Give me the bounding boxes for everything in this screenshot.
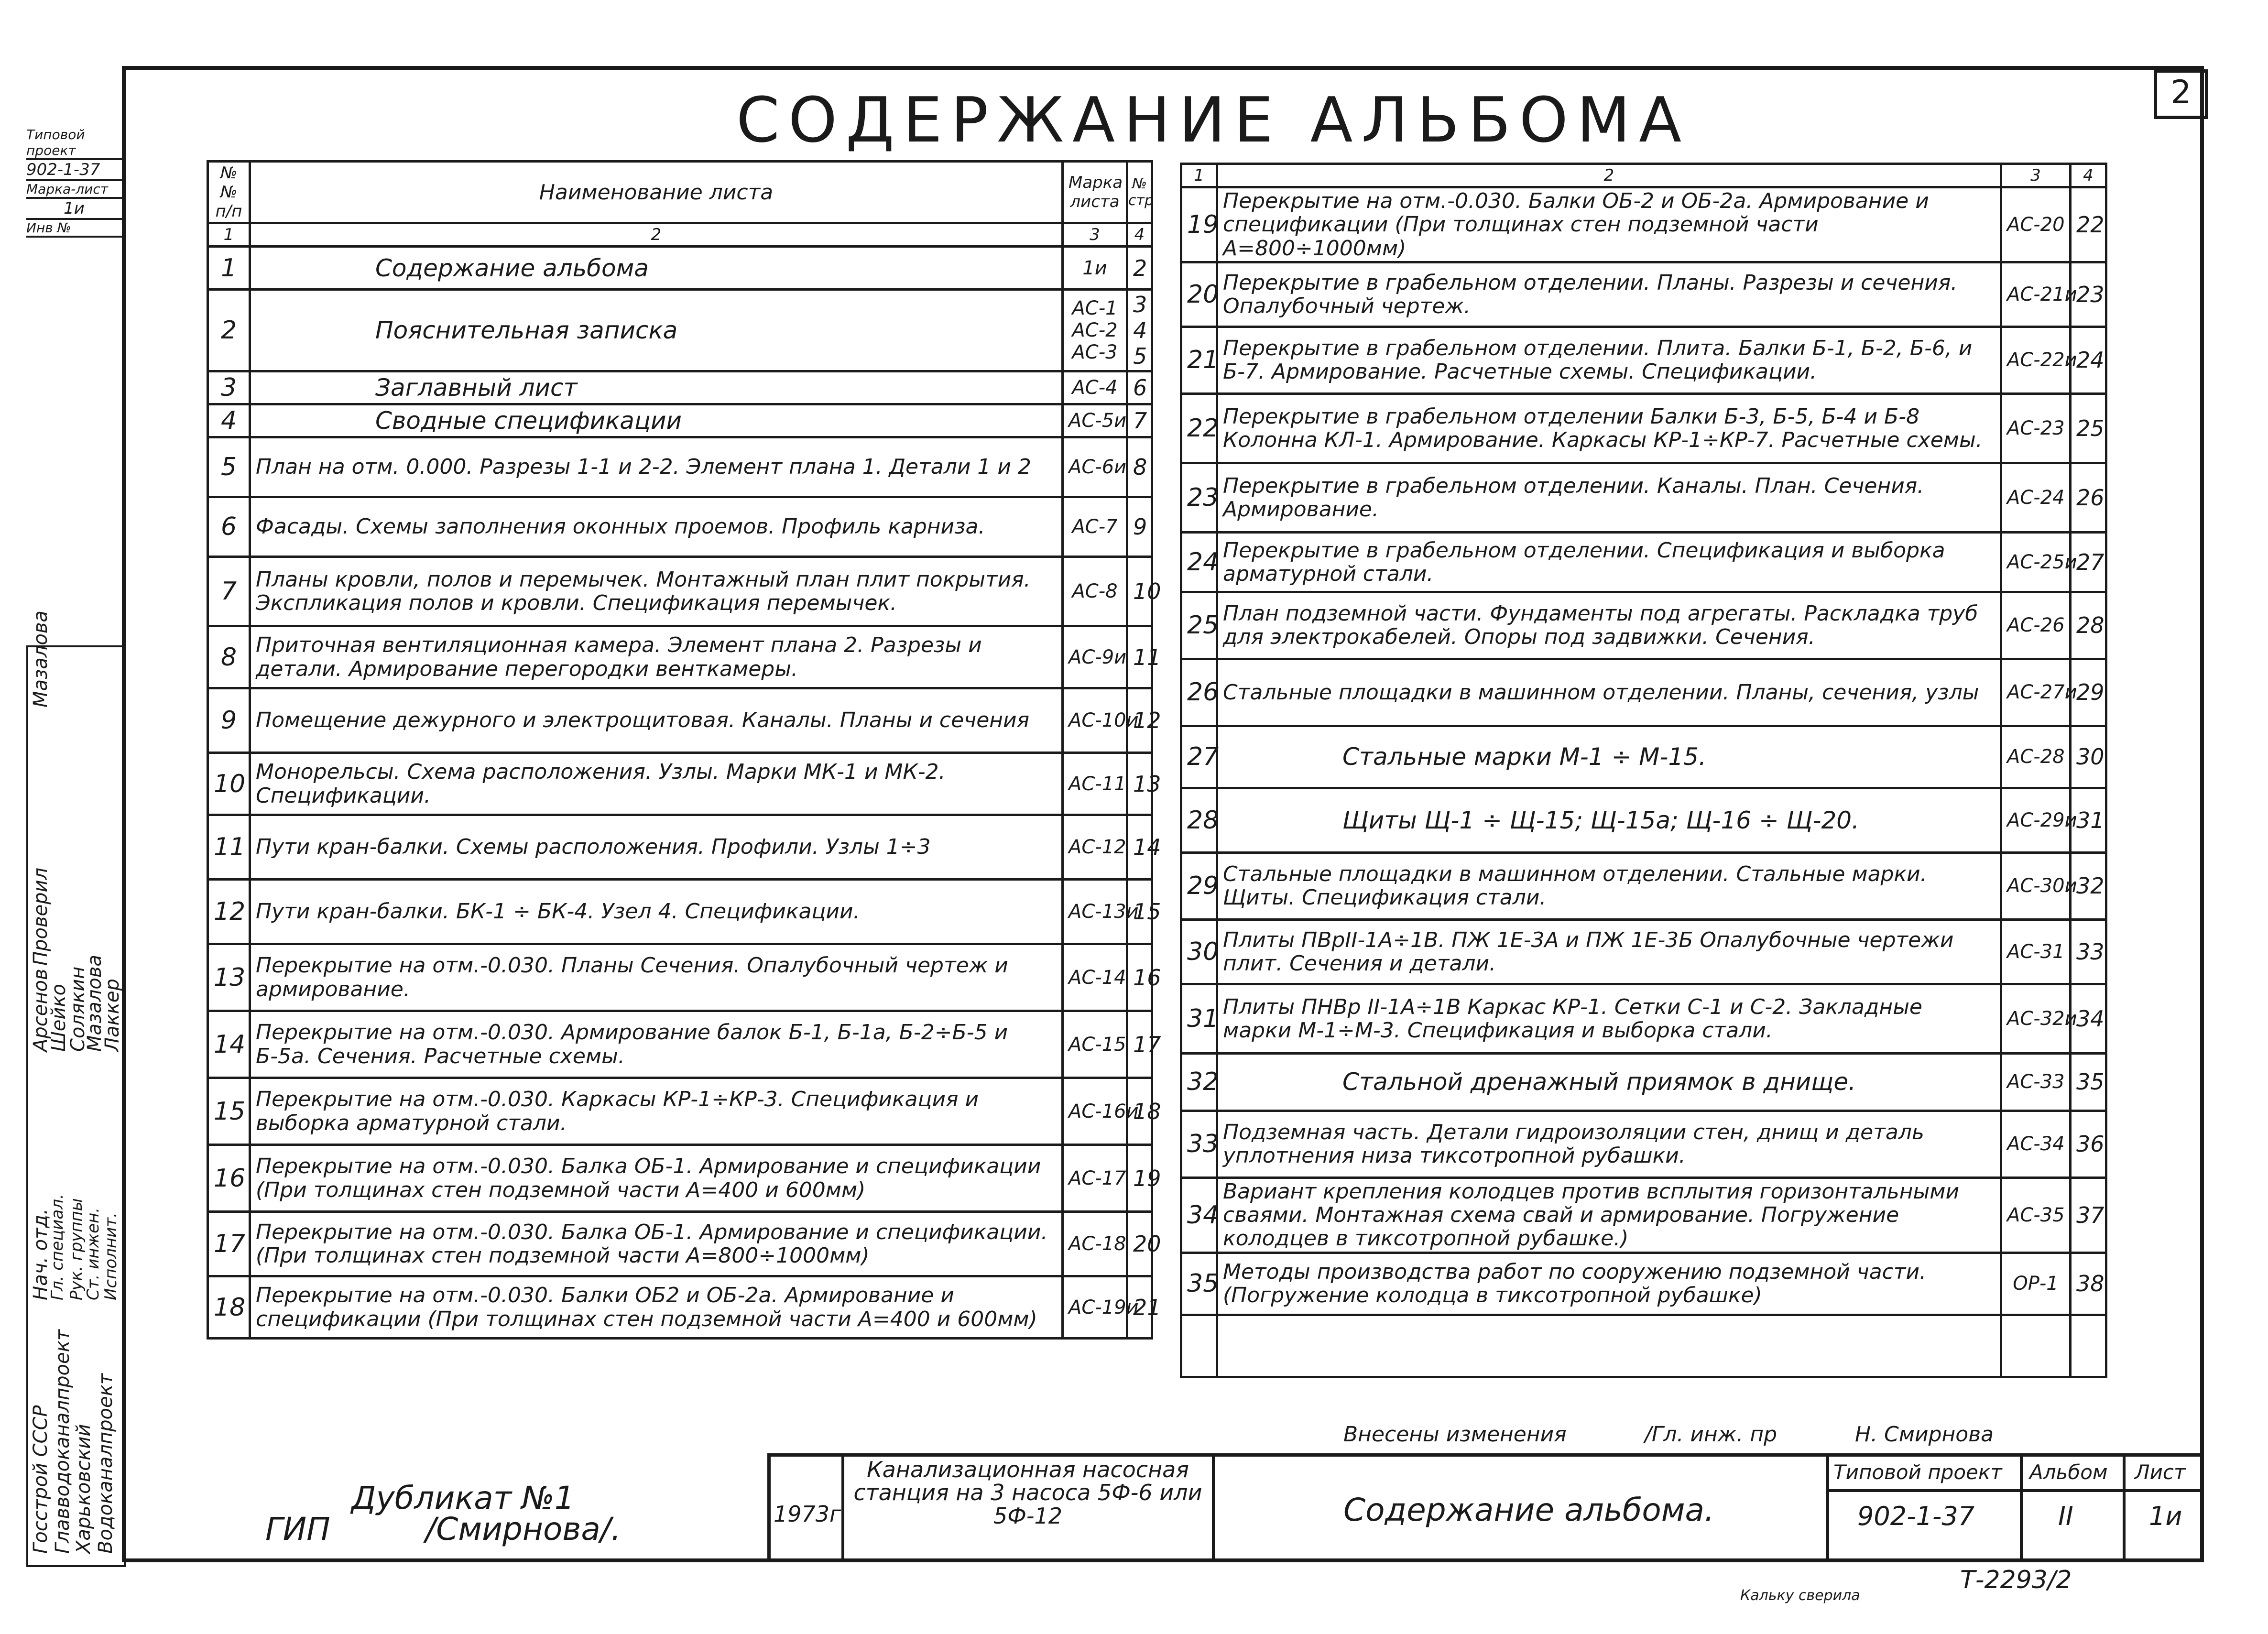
toc-row: [1181, 532, 2106, 592]
row-number: 13: [208, 944, 250, 1011]
org-line: Харьковский: [73, 1424, 95, 1554]
row-title: Перекрытие на отм.-0.030. Армирование балок Б-1, Б-1а, Б-2÷Б-5 и Б-5а. Сечения. Расчетные схемы.: [250, 1011, 1063, 1078]
toc-row: [1181, 592, 2106, 659]
row-mark: АС-10и: [1063, 688, 1127, 753]
toc-row: [1181, 262, 2106, 327]
row-mark: АС-5и: [1063, 404, 1127, 437]
row-page: 17: [1127, 1011, 1152, 1078]
row-title: Фасады. Схемы заполнения оконных проемов. Профиль карниза.: [250, 497, 1063, 557]
row-page: 32: [2071, 852, 2106, 919]
divider: [2020, 1453, 2023, 1562]
row-page: 2: [1127, 247, 1152, 290]
stamp-line: Инв №: [26, 220, 122, 238]
row-title: Содержание альбома: [250, 247, 1063, 290]
row-page: 35: [2071, 1053, 2106, 1111]
toc-row: [1181, 1053, 2106, 1111]
staff-name: Арсенов: [30, 969, 52, 1052]
row-mark: [2001, 1315, 2071, 1377]
toc-row: [1181, 187, 2106, 262]
row-number: 15: [208, 1078, 250, 1145]
row-page: 13: [1127, 753, 1152, 815]
row-number: 22: [1181, 393, 1217, 463]
role-label: Ст. инжен.: [84, 1207, 103, 1300]
row-title: План на отм. 0.000. Разрезы 1-1 и 2-2. Элемент плана 1. Детали 1 и 2: [250, 437, 1063, 497]
row-page: 25: [2071, 393, 2106, 463]
row-page: 8: [1127, 437, 1152, 497]
toc-row: [1181, 393, 2106, 463]
row-mark: АС-13и: [1063, 880, 1127, 944]
row-page: [2071, 1315, 2106, 1377]
row-page: 16: [1127, 944, 1152, 1011]
gip-name: /Смирнова/.: [425, 1511, 621, 1547]
sheet-corner-number: 2: [2154, 69, 2208, 119]
row-number: 6: [208, 497, 250, 557]
row-mark: АС-35: [2001, 1177, 2071, 1253]
role-label: Гл. специал.: [48, 1194, 67, 1300]
row-mark: АС-22и: [2001, 327, 2071, 393]
row-title: Плиты ПНВр II-1А÷1В Каркас КР-1. Сетки С-1 и С-2. Закладные марки М-1÷М-3. Спецификация и выборка стали.: [1217, 984, 2001, 1053]
changes-name: Н. Смирнова: [1855, 1422, 1994, 1447]
row-page: 34: [2071, 984, 2106, 1053]
row-number: 21: [1181, 327, 1217, 393]
toc-right-table: [1180, 163, 2107, 1378]
checked-label: Проверил: [30, 867, 52, 966]
row-mark: АС-14: [1063, 944, 1127, 1011]
row-number: 2: [208, 290, 250, 371]
row-number: 17: [208, 1212, 250, 1276]
changes-note: Внесены изменения: [1343, 1422, 1567, 1447]
row-page: 11: [1127, 626, 1152, 688]
row-number: 9: [208, 688, 250, 753]
row-page: 3 4 5: [1127, 290, 1152, 371]
row-mark: АС-20: [2001, 187, 2071, 262]
archive-id: Т-2293/2: [1960, 1566, 2072, 1594]
row-title: Подземная часть. Детали гидроизоляции стен, днищ и деталь уплотнения низа тиксотропной рубашки.: [1217, 1111, 2001, 1177]
row-mark: АС-27и: [2001, 659, 2071, 726]
row-mark: АС-32и: [2001, 984, 2071, 1053]
toc-row: [208, 815, 1152, 880]
row-number: 18: [208, 1276, 250, 1339]
row-mark: АС-23: [2001, 393, 2071, 463]
row-title: Приточная вентиляционная камера. Элемент плана 2. Разрезы и детали. Армирование перегородки венткамеры.: [250, 626, 1063, 688]
toc-row: [208, 290, 1152, 371]
org-line: Главводоканалпроект: [52, 1329, 74, 1554]
row-page: 28: [2071, 592, 2106, 659]
row-mark: АС-12: [1063, 815, 1127, 880]
row-page: 37: [2071, 1177, 2106, 1253]
role-label: Нач. отд.: [30, 1209, 52, 1300]
toc-row: [208, 247, 1152, 290]
toc-row: [208, 557, 1152, 626]
row-number: 19: [1181, 187, 1217, 262]
row-number: 1: [208, 247, 250, 290]
col-header-page: № стр: [1127, 162, 1152, 223]
row-page: 12: [1127, 688, 1152, 753]
row-number: 25: [1181, 592, 1217, 659]
row-title: Сводные спецификации: [250, 404, 1063, 437]
sheet-number: 1и: [2149, 1501, 2182, 1531]
row-title: Стальные площадки в машинном отделении. Планы, сечения, узлы: [1217, 659, 2001, 726]
org-line: Госстрой СССР: [30, 1405, 52, 1554]
row-mark: ОР-1: [2001, 1253, 2071, 1315]
row-number: 5: [208, 437, 250, 497]
row-title: Монорельсы. Схема расположения. Узлы. Марки МК-1 и МК-2. Спецификации.: [250, 753, 1063, 815]
stamp-line: 1и: [26, 199, 122, 220]
row-number: 7: [208, 557, 250, 626]
toc-row: [1181, 788, 2106, 852]
stamp-line: 902-1-37: [26, 160, 122, 181]
row-mark: АС-29и: [2001, 788, 2071, 852]
row-title: Перекрытие на отм.-0.030. Балка ОБ-1. Армирование и спецификации (При толщинах стен подземной части А=400 и 600мм): [250, 1145, 1063, 1212]
title-year: 1973г: [774, 1501, 841, 1527]
row-title: Перекрытие в грабельном отделении. Каналы. План. Сечения. Армирование.: [1217, 463, 2001, 532]
title-block-rule: [1826, 1489, 2204, 1492]
project-number: 902-1-37: [1857, 1501, 1975, 1531]
row-number: 34: [1181, 1177, 1217, 1253]
col-header-name: Наименование листа: [250, 162, 1063, 223]
toc-row: [1181, 463, 2106, 532]
toc-row: [1181, 919, 2106, 984]
row-page: 26: [2071, 463, 2106, 532]
row-page: 18: [1127, 1078, 1152, 1145]
album-number: II: [2058, 1501, 2073, 1531]
duplicate-label: Дубликат №1: [351, 1480, 575, 1516]
divider: [1826, 1453, 1829, 1562]
toc-row: [208, 880, 1152, 944]
row-mark: АС-25и: [2001, 532, 2071, 592]
toc-row: [208, 371, 1152, 404]
row-title: План подземной части. Фундаменты под агрегаты. Раскладка труб для электрокабелей. Опоры под задвижки. Сечения.: [1217, 592, 2001, 659]
col-index: 3: [1063, 223, 1127, 247]
row-mark: АС-24: [2001, 463, 2071, 532]
row-number: 30: [1181, 919, 1217, 984]
row-mark: АС-17: [1063, 1145, 1127, 1212]
row-title: Пути кран-балки. Схемы расположения. Профили. Узлы 1÷3: [250, 815, 1063, 880]
row-mark: АС-7: [1063, 497, 1127, 557]
role-label: Исполнит.: [101, 1212, 120, 1300]
staff-name: Солякин: [67, 966, 89, 1052]
row-title: Перекрытие на отм.-0.030. Каркасы КР-1÷КР-3. Спецификация и выборка арматурной стали.: [250, 1078, 1063, 1145]
page-title: СОДЕРЖАНИЕ АЛЬБОМА: [736, 84, 1690, 156]
row-title: Плиты ПВрII-1А÷1В. ПЖ 1Е-3А и ПЖ 1Е-3Б Опалубочные чертежи плит. Сечения и детали.: [1217, 919, 2001, 984]
col-index: 2: [1217, 164, 2001, 187]
row-mark: АС-8: [1063, 557, 1127, 626]
row-mark: АС-16и: [1063, 1078, 1127, 1145]
stamp-top-left: [26, 127, 122, 238]
row-mark: АС-26: [2001, 592, 2071, 659]
toc-row: [1181, 1315, 2106, 1377]
staff-name: Лаккер: [101, 979, 123, 1052]
row-title: Вариант крепления колодцев против всплытия горизонтальными сваями. Монтажная схема свай и армирование. Погружение колодцев в тиксотропной рубашке.): [1217, 1177, 2001, 1253]
row-number: [1181, 1315, 1217, 1377]
row-page: 10: [1127, 557, 1152, 626]
row-number: 12: [208, 880, 250, 944]
toc-row: [1181, 984, 2106, 1053]
gip-label: ГИП: [265, 1511, 330, 1547]
col-index: 1: [208, 223, 250, 247]
divider: [1212, 1453, 1215, 1562]
toc-row: [208, 437, 1152, 497]
row-page: 15: [1127, 880, 1152, 944]
toc-row: [208, 626, 1152, 688]
org-line: Водоканалпроект: [95, 1373, 117, 1554]
row-number: 26: [1181, 659, 1217, 726]
row-number: 27: [1181, 726, 1217, 788]
staff-name: Мазалова: [84, 955, 106, 1052]
row-page: 14: [1127, 815, 1152, 880]
row-mark: АС-1 АС-2 АС-3: [1063, 290, 1127, 371]
title-object: Канализационная насосная станция на 3 насоса 5Ф-6 или 5Ф-12: [853, 1457, 1202, 1529]
row-page: 23: [2071, 262, 2106, 327]
toc-row: [1181, 852, 2106, 919]
toc-row: [208, 1078, 1152, 1145]
row-title: Заглавный лист: [250, 371, 1063, 404]
row-page: 36: [2071, 1111, 2106, 1177]
row-title: [1217, 1315, 2001, 1377]
col-index: 4: [1127, 223, 1152, 247]
album-label: Альбом: [2029, 1460, 2108, 1484]
title-sheet-name: Содержание альбома.: [1343, 1492, 1714, 1528]
row-mark: АС-11: [1063, 753, 1127, 815]
toc-row: [1181, 1111, 2106, 1177]
row-title: Пояснительная записка: [250, 290, 1063, 371]
row-title: Перекрытие в грабельном отделении. Спецификация и выборка арматурной стали.: [1217, 532, 2001, 592]
sheet-label: Лист: [2135, 1460, 2186, 1484]
row-number: 11: [208, 815, 250, 880]
row-title: Пути кран-балки. БК-1 ÷ БК-4. Узел 4. Спецификации.: [250, 880, 1063, 944]
row-number: 14: [208, 1011, 250, 1078]
col-index: 3: [2001, 164, 2071, 187]
toc-row: [1181, 1177, 2106, 1253]
changes-sign: /Гл. инж. пр: [1645, 1422, 1777, 1447]
toc-row: [208, 753, 1152, 815]
col-index: 2: [250, 223, 1063, 247]
row-page: 29: [2071, 659, 2106, 726]
row-page: 9: [1127, 497, 1152, 557]
row-number: 28: [1181, 788, 1217, 852]
row-page: 38: [2071, 1253, 2106, 1315]
row-number: 20: [1181, 262, 1217, 327]
row-title: Планы кровли, полов и перемычек. Монтажный план плит покрытия. Экспликация полов и кровли. Спецификация перемычек.: [250, 557, 1063, 626]
row-page: 27: [2071, 532, 2106, 592]
row-number: 8: [208, 626, 250, 688]
row-mark: АС-9и: [1063, 626, 1127, 688]
toc-left-table: [207, 160, 1161, 1340]
row-mark: АС-19и: [1063, 1276, 1127, 1339]
row-page: 19: [1127, 1145, 1152, 1212]
divider: [841, 1453, 844, 1562]
toc-row: [1181, 659, 2106, 726]
row-title: Методы производства работ по сооружению подземной части. (Погружение колодца в тиксотропной рубашке): [1217, 1253, 2001, 1315]
staff-name: Шейко: [48, 983, 70, 1052]
row-number: 16: [208, 1145, 250, 1212]
checked-name: Мазалова: [30, 610, 52, 708]
row-page: 30: [2071, 726, 2106, 788]
toc-row: [208, 688, 1152, 753]
row-mark: АС-28: [2001, 726, 2071, 788]
toc-row: [208, 497, 1152, 557]
calc-note: Кальку сверила: [1740, 1587, 1860, 1604]
toc-row: [1181, 1253, 2106, 1315]
row-title: Перекрытие в грабельном отделении Балки Б-3, Б-5, Б-4 и Б-8 Колонна КЛ-1. Армирование. Каркасы КР-1÷КР-7. Расчетные схемы.: [1217, 393, 2001, 463]
row-number: 4: [208, 404, 250, 437]
row-title: Перекрытие на отм.-0.030. Балка ОБ-1. Армирование и спецификации. (При толщинах стен подземной части А=800÷1000мм): [250, 1212, 1063, 1276]
row-mark: АС-18: [1063, 1212, 1127, 1276]
toc-row: [208, 1145, 1152, 1212]
row-mark: АС-34: [2001, 1111, 2071, 1177]
row-mark: АС-33: [2001, 1053, 2071, 1111]
row-title: Перекрытие в грабельном отделении. Плита. Балки Б-1, Б-2, Б-6, и Б-7. Армирование. Расчетные схемы. Спецификации.: [1217, 327, 2001, 393]
stamp-line: Марка-лист: [26, 181, 122, 199]
row-mark: 1и: [1063, 247, 1127, 290]
project-label: Типовой проект: [1833, 1460, 2002, 1484]
row-title: Перекрытие на отм.-0.030. Балки ОБ2 и ОБ-2а. Армирование и спецификации (При толщинах стен подземной части А=400 и 600мм): [250, 1276, 1063, 1339]
row-number: 10: [208, 753, 250, 815]
row-number: 3: [208, 371, 250, 404]
col-header-number: №№ п/п: [208, 162, 250, 223]
row-page: 21: [1127, 1276, 1152, 1339]
role-label: Рук. группы: [67, 1198, 86, 1300]
row-number: 24: [1181, 532, 1217, 592]
row-mark: АС-21и: [2001, 262, 2071, 327]
row-number: 29: [1181, 852, 1217, 919]
row-title: Перекрытие в грабельном отделении. Планы. Разрезы и сечения. Опалубочный чертеж.: [1217, 262, 2001, 327]
row-page: 20: [1127, 1212, 1152, 1276]
row-number: 32: [1181, 1053, 1217, 1111]
row-title: Стальные марки М-1 ÷ М-15.: [1217, 726, 2001, 788]
row-page: 6: [1127, 371, 1152, 404]
row-page: 31: [2071, 788, 2106, 852]
row-page: 7: [1127, 404, 1152, 437]
divider: [2123, 1453, 2126, 1562]
col-index: 4: [2071, 164, 2106, 187]
row-title: Помещение дежурного и электрощитовая. Каналы. Планы и сечения: [250, 688, 1063, 753]
toc-row: [208, 1011, 1152, 1078]
toc-row: [1181, 327, 2106, 393]
stamp-line: Типовой проект: [26, 127, 122, 160]
row-mark: АС-31: [2001, 919, 2071, 984]
row-mark: АС-15: [1063, 1011, 1127, 1078]
row-number: 33: [1181, 1111, 1217, 1177]
row-mark: АС-4: [1063, 371, 1127, 404]
toc-row: [208, 1276, 1152, 1339]
row-number: 35: [1181, 1253, 1217, 1315]
row-page: 33: [2071, 919, 2106, 984]
col-index: 1: [1181, 164, 1217, 187]
col-header-mark: Марка листа: [1063, 162, 1127, 223]
row-title: Щиты Щ-1 ÷ Щ-15; Щ-15а; Щ-16 ÷ Щ-20.: [1217, 788, 2001, 852]
row-mark: АС-6и: [1063, 437, 1127, 497]
row-title: Стальные площадки в машинном отделении. Стальные марки. Щиты. Спецификация стали.: [1217, 852, 2001, 919]
row-page: 22: [2071, 187, 2106, 262]
row-title: Перекрытие на отм.-0.030. Планы Сечения. Опалубочный чертеж и армирование.: [250, 944, 1063, 1011]
row-number: 23: [1181, 463, 1217, 532]
row-title: Перекрытие на отм.-0.030. Балки ОБ-2 и ОБ-2а. Армирование и спецификации (При толщинах стен подземной части А=800÷1000мм): [1217, 187, 2001, 262]
toc-row: [208, 944, 1152, 1011]
row-number: 31: [1181, 984, 1217, 1053]
toc-row: [208, 404, 1152, 437]
toc-row: [208, 1212, 1152, 1276]
row-mark: АС-30и: [2001, 852, 2071, 919]
toc-row: [1181, 726, 2106, 788]
row-page: 24: [2071, 327, 2106, 393]
row-title: Стальной дренажный приямок в днище.: [1217, 1053, 2001, 1111]
